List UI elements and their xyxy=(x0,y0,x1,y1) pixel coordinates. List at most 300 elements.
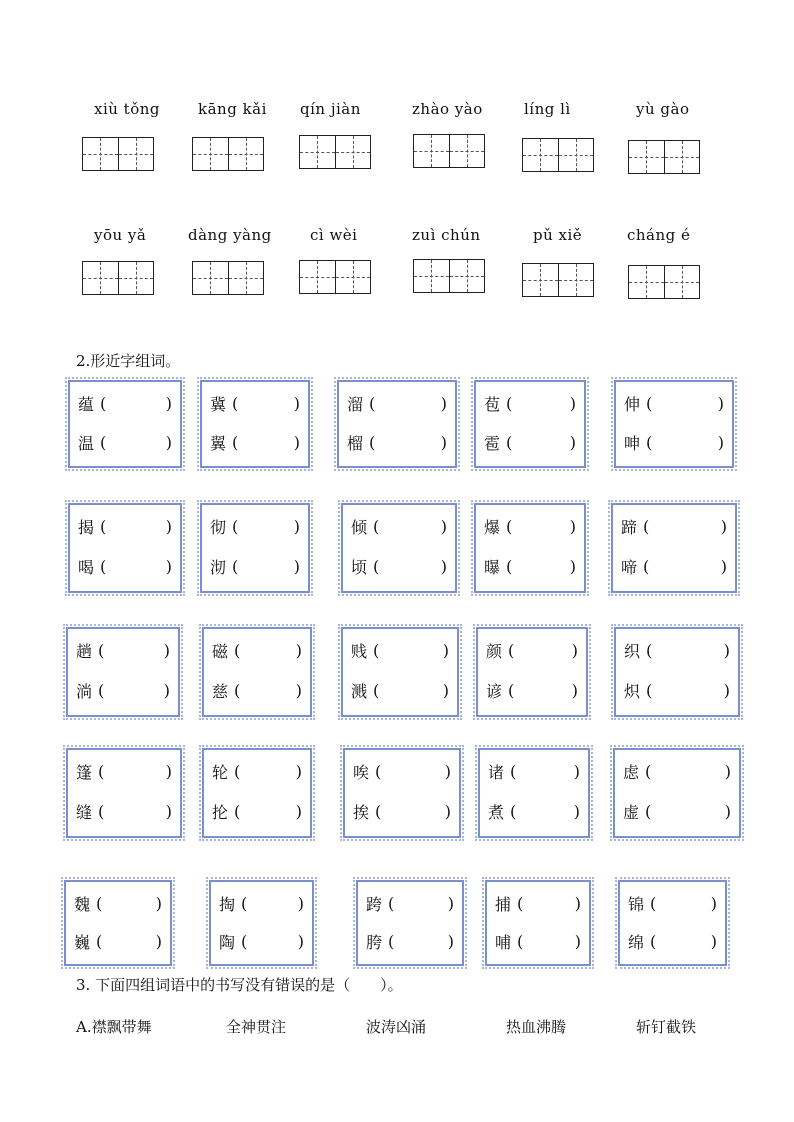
char-group-box xyxy=(66,627,180,717)
paren-open: ( xyxy=(506,516,513,536)
answer-blank[interactable] xyxy=(643,517,727,536)
char-line xyxy=(219,930,304,952)
char-group-box xyxy=(68,380,182,468)
question-3: 3. 下面四组词语中的书写没有错误的是（ ）。 xyxy=(76,976,403,994)
paren-open: ( xyxy=(232,556,239,576)
paren-close: ) xyxy=(295,801,302,821)
char-line xyxy=(210,555,300,577)
char-group-box xyxy=(613,748,741,838)
char-group-box xyxy=(202,748,312,838)
char-line xyxy=(347,392,447,414)
paren-open: ( xyxy=(100,393,107,413)
answer-blank[interactable] xyxy=(232,557,300,576)
character: 沏 xyxy=(210,557,227,577)
char-group-box xyxy=(476,627,588,717)
char-line xyxy=(76,760,172,782)
answer-blank[interactable] xyxy=(373,681,449,700)
paren-open: ( xyxy=(375,801,382,821)
paren-open: ( xyxy=(645,801,652,821)
char-line xyxy=(76,679,170,701)
char-line xyxy=(78,515,172,537)
answer-blank[interactable] xyxy=(506,557,576,576)
character: 彻 xyxy=(210,517,227,537)
paren-close: ) xyxy=(440,556,447,576)
paren-open: ( xyxy=(650,931,657,951)
paren-open: ( xyxy=(369,393,376,413)
character: 锦 xyxy=(628,894,645,914)
answer-blank[interactable] xyxy=(645,762,731,781)
character: 倾 xyxy=(351,517,368,537)
character: 伸 xyxy=(624,394,641,414)
paren-open: ( xyxy=(100,516,107,536)
char-group-box xyxy=(64,880,172,966)
character: 贱 xyxy=(351,641,368,661)
answer-blank[interactable] xyxy=(100,517,172,536)
paren-close: ) xyxy=(447,893,454,913)
character: 爆 xyxy=(484,517,501,537)
paren-close: ) xyxy=(155,931,162,951)
char-line xyxy=(624,392,724,414)
char-line xyxy=(488,800,580,822)
char-line xyxy=(347,431,447,453)
answer-blank[interactable] xyxy=(98,681,170,700)
char-group-box xyxy=(341,627,459,717)
paren-open: ( xyxy=(369,432,376,452)
paren-open: ( xyxy=(510,761,517,781)
char-line xyxy=(351,515,447,537)
character: 胯 xyxy=(366,932,383,952)
paren-open: ( xyxy=(506,432,513,452)
paren-close: ) xyxy=(710,893,717,913)
answer-blank[interactable] xyxy=(373,517,447,536)
answer-blank[interactable] xyxy=(96,894,162,913)
char-line xyxy=(351,639,449,661)
answer-blank[interactable] xyxy=(232,433,300,452)
paren-close: ) xyxy=(165,516,172,536)
char-group-box xyxy=(200,503,310,593)
char-line xyxy=(351,555,447,577)
character: 巍 xyxy=(74,932,91,952)
char-line xyxy=(484,515,576,537)
answer-blank[interactable] xyxy=(645,802,731,821)
character: 织 xyxy=(624,641,641,661)
answer-blank[interactable] xyxy=(388,894,454,913)
paren-close: ) xyxy=(165,801,172,821)
char-line xyxy=(488,760,580,782)
character: 哺 xyxy=(495,932,512,952)
paren-close: ) xyxy=(155,893,162,913)
paren-close: ) xyxy=(444,801,451,821)
paren-close: ) xyxy=(717,432,724,452)
char-line xyxy=(624,679,730,701)
paren-close: ) xyxy=(295,680,302,700)
char-line xyxy=(76,800,172,822)
paren-open: ( xyxy=(388,931,395,951)
char-line xyxy=(484,392,576,414)
paren-open: ( xyxy=(517,893,524,913)
paren-close: ) xyxy=(293,393,300,413)
char-group-box xyxy=(474,380,586,468)
paren-open: ( xyxy=(388,893,395,913)
char-line xyxy=(76,639,170,661)
char-group-box xyxy=(202,627,312,717)
char-line xyxy=(484,555,576,577)
character: 淌 xyxy=(76,681,93,701)
paren-open: ( xyxy=(506,556,513,576)
paren-close: ) xyxy=(574,893,581,913)
writing-grid xyxy=(628,140,700,174)
pinyin-label: yōu yǎ xyxy=(94,226,147,244)
answer-blank[interactable] xyxy=(98,802,172,821)
char-group-box xyxy=(356,880,464,966)
character: 抡 xyxy=(212,802,229,822)
pinyin-label: dàng yàng xyxy=(188,226,272,244)
writing-grid xyxy=(413,134,485,168)
character: 雹 xyxy=(484,433,501,453)
paren-open: ( xyxy=(373,556,380,576)
character: 揭 xyxy=(78,517,95,537)
pinyin-label: xiù tǒng xyxy=(94,100,161,118)
char-group-box xyxy=(618,880,727,966)
character: 趟 xyxy=(76,641,93,661)
char-line xyxy=(621,515,727,537)
paren-close: ) xyxy=(573,761,580,781)
char-line xyxy=(78,555,172,577)
character: 啼 xyxy=(621,557,638,577)
paren-close: ) xyxy=(574,931,581,951)
answer-blank[interactable] xyxy=(506,433,576,452)
answer-blank[interactable] xyxy=(234,681,302,700)
char-line xyxy=(353,800,451,822)
paren-close: ) xyxy=(295,640,302,660)
paren-close: ) xyxy=(440,432,447,452)
char-line xyxy=(351,679,449,701)
paren-close: ) xyxy=(723,680,730,700)
pinyin-label: zhào yào xyxy=(412,100,483,118)
answer-blank[interactable] xyxy=(241,894,304,913)
character: 蕴 xyxy=(78,394,95,414)
option-e: 斩钉截铁 xyxy=(636,1018,697,1036)
paren-close: ) xyxy=(165,432,172,452)
character: 捕 xyxy=(495,894,512,914)
pinyin-label: pǔ xiě xyxy=(533,226,583,244)
paren-close: ) xyxy=(720,516,727,536)
char-line xyxy=(628,892,717,914)
paren-open: ( xyxy=(646,432,653,452)
char-line xyxy=(621,555,727,577)
character: 顷 xyxy=(351,557,368,577)
paren-open: ( xyxy=(510,801,517,821)
answer-blank[interactable] xyxy=(510,802,580,821)
option-a: A.襟飘带舞 xyxy=(76,1018,152,1036)
character: 磁 xyxy=(212,641,229,661)
pinyin-label: qín jiàn xyxy=(300,100,361,118)
answer-blank[interactable] xyxy=(232,517,300,536)
pinyin-label: zuì chún xyxy=(412,226,481,244)
answer-blank[interactable] xyxy=(643,557,727,576)
answer-blank[interactable] xyxy=(517,932,581,951)
character: 翼 xyxy=(210,433,227,453)
pinyin-label: cháng é xyxy=(627,226,691,244)
char-group-box xyxy=(209,880,314,966)
pinyin-label: cì wèi xyxy=(310,226,358,244)
char-line xyxy=(628,930,717,952)
character: 跨 xyxy=(366,894,383,914)
character: 虑 xyxy=(623,762,640,782)
char-group-box xyxy=(68,503,182,593)
pinyin-label: líng lì xyxy=(524,100,571,118)
paren-close: ) xyxy=(444,761,451,781)
option-c: 波涛凶涌 xyxy=(366,1018,427,1036)
character: 溜 xyxy=(347,394,364,414)
char-line xyxy=(366,892,454,914)
char-group-box xyxy=(478,748,590,838)
paren-open: ( xyxy=(517,931,524,951)
character: 蹄 xyxy=(621,517,638,537)
char-line xyxy=(495,930,581,952)
paren-close: ) xyxy=(571,680,578,700)
char-group-box xyxy=(341,503,457,593)
paren-open: ( xyxy=(98,761,105,781)
char-line xyxy=(210,515,300,537)
paren-open: ( xyxy=(100,556,107,576)
paren-open: ( xyxy=(232,432,239,452)
paren-close: ) xyxy=(447,931,454,951)
answer-blank[interactable] xyxy=(98,762,172,781)
paren-close: ) xyxy=(723,640,730,660)
paren-close: ) xyxy=(569,516,576,536)
character: 绵 xyxy=(628,932,645,952)
answer-blank[interactable] xyxy=(234,641,302,660)
character: 虚 xyxy=(623,802,640,822)
answer-blank[interactable] xyxy=(100,394,172,413)
char-group-box xyxy=(474,503,586,593)
answer-blank[interactable] xyxy=(232,394,300,413)
answer-blank[interactable] xyxy=(234,762,302,781)
answer-blank[interactable] xyxy=(506,517,576,536)
paren-close: ) xyxy=(442,680,449,700)
answer-blank[interactable] xyxy=(98,641,170,660)
paren-open: ( xyxy=(646,393,653,413)
paren-open: ( xyxy=(241,893,248,913)
paren-close: ) xyxy=(165,393,172,413)
answer-blank[interactable] xyxy=(650,894,717,913)
answer-blank[interactable] xyxy=(373,641,449,660)
char-line xyxy=(210,392,300,414)
paren-open: ( xyxy=(232,393,239,413)
char-line xyxy=(74,930,162,952)
writing-grid xyxy=(628,265,700,299)
paren-close: ) xyxy=(163,640,170,660)
paren-open: ( xyxy=(650,893,657,913)
paren-close: ) xyxy=(717,393,724,413)
paren-close: ) xyxy=(440,516,447,536)
paren-open: ( xyxy=(234,640,241,660)
paren-open: ( xyxy=(96,931,103,951)
paren-open: ( xyxy=(241,931,248,951)
char-line xyxy=(212,800,302,822)
char-line xyxy=(486,639,578,661)
character: 炽 xyxy=(624,681,641,701)
paren-open: ( xyxy=(373,516,380,536)
paren-close: ) xyxy=(569,393,576,413)
writing-grid xyxy=(413,259,485,293)
writing-grid xyxy=(299,135,371,169)
char-line xyxy=(78,392,172,414)
option-d: 热血沸腾 xyxy=(506,1018,567,1036)
paren-close: ) xyxy=(163,680,170,700)
paren-open: ( xyxy=(98,680,105,700)
paren-open: ( xyxy=(646,640,653,660)
char-line xyxy=(210,431,300,453)
answer-blank[interactable] xyxy=(646,394,724,413)
paren-close: ) xyxy=(293,516,300,536)
paren-open: ( xyxy=(373,680,380,700)
pinyin-label: yù gào xyxy=(636,100,690,118)
character: 曝 xyxy=(484,557,501,577)
char-line xyxy=(212,639,302,661)
paren-close: ) xyxy=(165,556,172,576)
character: 喝 xyxy=(78,557,95,577)
character: 慈 xyxy=(212,681,229,701)
char-line xyxy=(366,930,454,952)
writing-grid xyxy=(522,263,594,297)
char-line xyxy=(623,800,731,822)
paren-open: ( xyxy=(232,516,239,536)
paren-open: ( xyxy=(645,761,652,781)
answer-blank[interactable] xyxy=(506,394,576,413)
character: 篷 xyxy=(76,762,93,782)
paren-close: ) xyxy=(442,640,449,660)
answer-blank[interactable] xyxy=(646,641,730,660)
paren-open: ( xyxy=(508,640,515,660)
paren-close: ) xyxy=(569,556,576,576)
paren-close: ) xyxy=(571,640,578,660)
character: 掏 xyxy=(219,894,236,914)
answer-blank[interactable] xyxy=(234,802,302,821)
char-group-box xyxy=(200,380,310,468)
char-line xyxy=(624,639,730,661)
character: 呻 xyxy=(624,433,641,453)
char-line xyxy=(78,431,172,453)
char-group-box xyxy=(614,627,740,717)
paren-close: ) xyxy=(724,761,731,781)
paren-open: ( xyxy=(643,516,650,536)
char-group-box xyxy=(337,380,457,468)
character: 缝 xyxy=(76,802,93,822)
paren-close: ) xyxy=(297,893,304,913)
answer-blank[interactable] xyxy=(100,557,172,576)
char-line xyxy=(624,431,724,453)
character: 苞 xyxy=(484,394,501,414)
character: 煮 xyxy=(488,802,505,822)
writing-grid xyxy=(522,138,594,172)
answer-blank[interactable] xyxy=(517,894,581,913)
char-line xyxy=(484,431,576,453)
writing-grid xyxy=(192,261,264,295)
answer-blank[interactable] xyxy=(646,433,724,452)
paren-close: ) xyxy=(165,761,172,781)
answer-blank[interactable] xyxy=(241,932,304,951)
answer-blank[interactable] xyxy=(510,762,580,781)
char-group-box xyxy=(611,503,737,593)
answer-blank[interactable] xyxy=(650,932,717,951)
answer-blank[interactable] xyxy=(375,762,451,781)
paren-open: ( xyxy=(98,801,105,821)
paren-open: ( xyxy=(234,680,241,700)
answer-blank[interactable] xyxy=(646,681,730,700)
paren-close: ) xyxy=(295,761,302,781)
char-line xyxy=(353,760,451,782)
paren-close: ) xyxy=(720,556,727,576)
paren-open: ( xyxy=(506,393,513,413)
character: 陶 xyxy=(219,932,236,952)
char-line xyxy=(623,760,731,782)
section-2-title: 2.形近字组词。 xyxy=(76,352,181,370)
character: 诸 xyxy=(488,762,505,782)
answer-blank[interactable] xyxy=(100,433,172,452)
char-group-box xyxy=(343,748,461,838)
character: 颜 xyxy=(486,641,503,661)
answer-blank[interactable] xyxy=(373,557,447,576)
char-line xyxy=(219,892,304,914)
character: 温 xyxy=(78,433,95,453)
writing-grid xyxy=(82,261,154,295)
character: 挨 xyxy=(353,802,370,822)
answer-blank[interactable] xyxy=(388,932,454,951)
writing-grid xyxy=(192,137,264,171)
paren-close: ) xyxy=(297,931,304,951)
paren-open: ( xyxy=(234,761,241,781)
character: 冀 xyxy=(210,394,227,414)
answer-blank[interactable] xyxy=(96,932,162,951)
answer-blank[interactable] xyxy=(369,394,447,413)
paren-open: ( xyxy=(646,680,653,700)
writing-grid xyxy=(299,260,371,294)
paren-open: ( xyxy=(373,640,380,660)
char-line xyxy=(495,892,581,914)
paren-open: ( xyxy=(100,432,107,452)
paren-close: ) xyxy=(293,432,300,452)
char-group-box xyxy=(614,380,734,468)
character: 溅 xyxy=(351,681,368,701)
answer-blank[interactable] xyxy=(369,433,447,452)
paren-open: ( xyxy=(508,680,515,700)
paren-close: ) xyxy=(710,931,717,951)
character: 唉 xyxy=(353,762,370,782)
pinyin-label: kāng kǎi xyxy=(198,100,267,118)
paren-open: ( xyxy=(98,640,105,660)
char-group-box xyxy=(66,748,182,838)
character: 轮 xyxy=(212,762,229,782)
paren-close: ) xyxy=(573,801,580,821)
paren-open: ( xyxy=(96,893,103,913)
char-line xyxy=(486,679,578,701)
paren-close: ) xyxy=(724,801,731,821)
char-line xyxy=(74,892,162,914)
char-group-box xyxy=(485,880,591,966)
paren-close: ) xyxy=(569,432,576,452)
character: 榴 xyxy=(347,433,364,453)
char-line xyxy=(212,760,302,782)
character: 谚 xyxy=(486,681,503,701)
answer-blank[interactable] xyxy=(508,641,578,660)
answer-blank[interactable] xyxy=(375,802,451,821)
paren-close: ) xyxy=(440,393,447,413)
paren-open: ( xyxy=(643,556,650,576)
answer-blank[interactable] xyxy=(508,681,578,700)
paren-close: ) xyxy=(293,556,300,576)
